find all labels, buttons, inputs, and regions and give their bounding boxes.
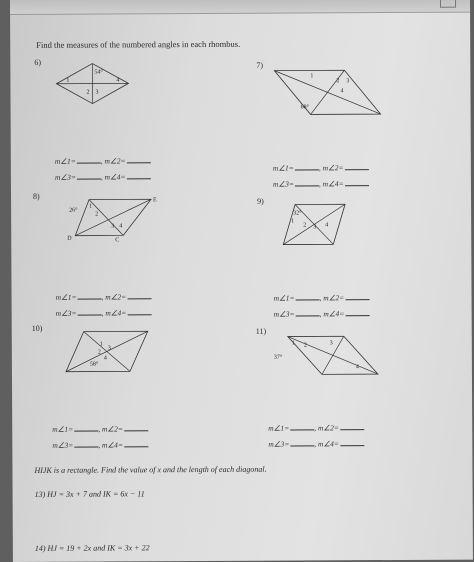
angle-label-26: 26° [69, 207, 78, 214]
angle-label-3: 3 [313, 224, 317, 231]
angle-label-2: 2 [336, 78, 340, 85]
vertex-c: C [115, 237, 120, 244]
rhombus-6 [54, 61, 134, 111]
p9-answer-1-2: m∠1= , m∠2= [274, 292, 370, 303]
angle-label-58: 58° [89, 361, 99, 368]
angle-label-3: 3 [346, 78, 350, 85]
problem-9-number: 9) [257, 196, 264, 206]
p6-answer-3-4: m∠3= , m∠4= [55, 171, 151, 182]
angle-label-1: 1 [66, 77, 70, 84]
vertex-d: D [67, 235, 72, 242]
rhombus-11 [274, 332, 384, 381]
p11-answer-3-4: m∠3= , m∠4= [268, 438, 364, 449]
angle-label-4: 4 [325, 222, 329, 229]
angle-label-3: 3 [107, 345, 111, 352]
angle-label-4: 4 [116, 77, 120, 84]
p7-answer-1-2: m∠1= , m∠2= [273, 162, 369, 173]
rhombus-9 [281, 200, 351, 252]
rhombus-7 [272, 68, 382, 124]
rhombus-8 [67, 195, 167, 244]
instructions: Find the measures of the numbered angles in each rhombus. [36, 38, 241, 50]
angle-label-1: 1 [291, 218, 295, 225]
p10-answer-1-2: m∠1= , m∠2= [52, 423, 148, 434]
rhombus-10 [64, 329, 154, 377]
worksheet-page [10, 0, 473, 562]
problem-7-number: 7) [256, 60, 264, 70]
problem-13: 13) HJ = 3x + 7 and IK = 6x − 11 [34, 489, 145, 499]
angle-label-32: 32° [293, 210, 302, 217]
problem-6-number: 6) [34, 57, 42, 67]
p8-answer-3-4: m∠3= , m∠4= [56, 307, 152, 318]
angle-label-1: 1 [99, 341, 103, 348]
angle-label-4: 4 [355, 364, 359, 371]
angle-label-1: 1 [310, 73, 314, 80]
p8-answer-1-2: m∠1= , m∠2= [56, 291, 152, 302]
angle-label-4: 4 [119, 223, 123, 230]
rectangle-instructions: HIJK is a rectangle. Find the value of x and the length of each diagonal. [34, 464, 267, 475]
angle-label-3: 3 [95, 89, 99, 96]
p9-answer-3-4: m∠3= , m∠4= [274, 308, 370, 319]
p7-answer-3-4: m∠3= , m∠4= [273, 178, 369, 189]
angle-label-2: 2 [86, 89, 90, 96]
page-top-edge [10, 0, 470, 15]
p6-answer-1-2: m∠1= , m∠2= [55, 155, 151, 166]
angle-label-2: 2 [95, 211, 99, 218]
angle-label-4: 4 [340, 88, 344, 95]
angle-label-2: 2 [303, 222, 307, 229]
angle-label-1: 1 [291, 340, 295, 347]
angle-label-3: 3 [111, 223, 115, 230]
angle-label-2: 2 [97, 349, 101, 356]
p10-answer-3-4: m∠3= , m∠4= [52, 439, 148, 450]
angle-label-1: 1 [89, 203, 93, 210]
problem-11-number: 11) [255, 326, 267, 336]
angle-label-54: 54° [94, 69, 103, 76]
angle-label-3: 3 [329, 340, 333, 347]
angle-label-37: 37° [273, 354, 283, 361]
vertex-e: E [153, 197, 157, 204]
angle-label-68: 68° [300, 104, 309, 111]
problem-10-number: 10) [31, 323, 43, 333]
problem-14: 14) HJ = 19 + 2x and IK = 3x + 22 [34, 543, 150, 553]
corner-mark [440, 0, 456, 8]
problem-8-number: 8) [33, 191, 40, 201]
angle-label-4: 4 [103, 355, 107, 362]
angle-label-2: 2 [303, 342, 307, 349]
p11-answer-1-2: m∠1= , m∠2= [268, 422, 364, 433]
